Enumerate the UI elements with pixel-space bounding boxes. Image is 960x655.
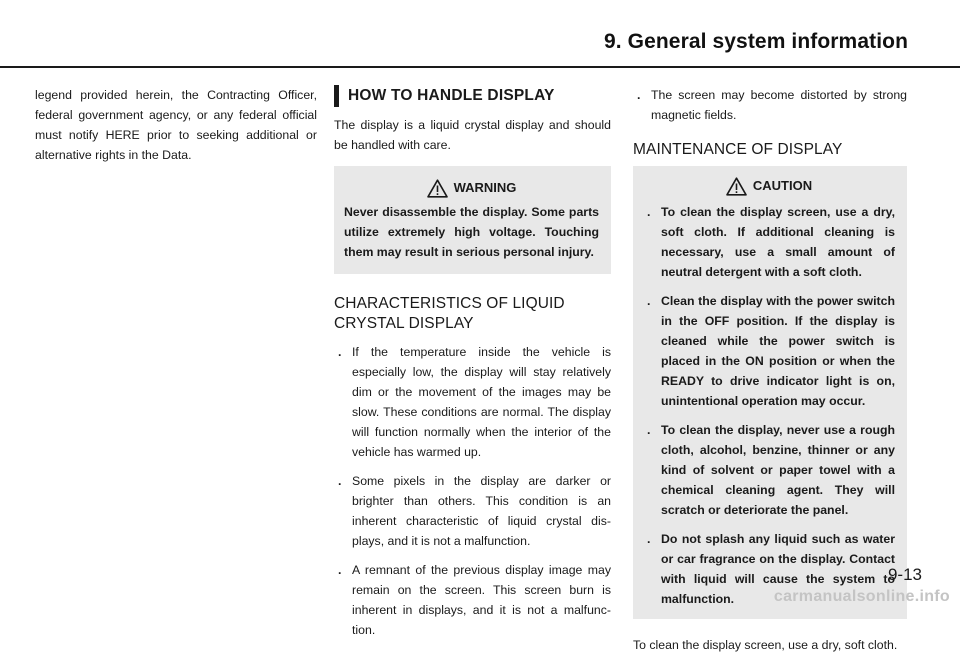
list-item [334, 560, 611, 640]
characteristics-heading-line1: CHARACTERISTICS OF LIQUID [334, 295, 565, 312]
caution-label: CAUTION [752, 178, 813, 193]
continued-list [633, 85, 907, 125]
list-item [643, 291, 895, 411]
list-item [643, 202, 895, 282]
section-heading [334, 85, 611, 107]
characteristics-heading-line2: CRYSTAL DISPLAY [334, 315, 474, 332]
list-item [334, 342, 611, 462]
warning-box [334, 166, 611, 274]
characteristics-heading [334, 294, 611, 334]
warning-icon [427, 179, 448, 198]
list-item-text: To clean the display screen, use a dry, soft cloth. If additional cleaning is necessary, use a small amount of neutral detergent with a soft cloth. [661, 205, 895, 279]
list-item-text: A remnant of the previous display image may remain on the screen. This screen burn is inherent in displays, and it is not a malfunc- tion. [352, 563, 611, 637]
section-title: HOW TO HANDLE DISPLAY [348, 87, 555, 104]
bullet-dot: . [647, 532, 651, 546]
page-header-title: 9. General system information [604, 30, 908, 53]
bullet-dot: . [647, 205, 651, 219]
list-item-text: To clean the display, never use a rough cloth, alcohol, benzine, thinner or any kind of solvent or paper towel with a chemical cleaning agent. They will scratch or deteriorate the panel. [661, 423, 895, 517]
list-item [643, 420, 895, 520]
footer-paragraph: To clean the display screen, use a dry, soft cloth. [633, 638, 898, 652]
characteristics-list [334, 342, 611, 640]
bullet-dot: . [647, 294, 651, 308]
list-item-text: If the temperature inside the vehicle is especially low, the display will stay relatively dim or the movement of the images may be slow. These conditions are normal. The display will function normally when the interior of the vehicle has warmed up. [352, 345, 611, 459]
column-middle [334, 85, 611, 649]
column-left [35, 85, 317, 165]
list-item-text: Clean the display with the power switch in the OFF position. If the display is cleaned while the power switch is placed in the ON position or when the READY to drive indicator light is on, unintentional operation may occur. [661, 294, 895, 408]
caution-icon [726, 177, 747, 196]
bullet-dot: . [338, 345, 342, 359]
list-item-text: Some pixels in the display are darker or brighter than others. This condition is an inherent characteristic of liquid crystal dis- plays, and it is not a malfunction. [352, 474, 611, 548]
bullet-dot: . [637, 88, 641, 102]
bullet-dot: . [338, 563, 342, 577]
list-item [334, 471, 611, 551]
warning-text: Never disassemble the display. Some parts utilize extremely high voltage. Touching them may result in serious personal injury. [344, 205, 599, 259]
list-item [633, 85, 907, 125]
caution-title [643, 174, 895, 198]
list-item-text: The screen may become distorted by strong magnetic fields. [651, 88, 907, 122]
list-item-text: Do not splash any liquid such as water or car fragrance on the display. Contact with liquid will cause the system to malfunction. [661, 532, 895, 606]
column-right [633, 85, 907, 655]
heading-bar [334, 85, 339, 107]
watermark: carmanualsonline.info [773, 588, 950, 605]
bullet-dot: . [338, 474, 342, 488]
bullet-dot: . [647, 423, 651, 437]
maintenance-heading: MAINTENANCE OF DISPLAY [633, 141, 843, 158]
intro-paragraph: The display is a liquid crystal display and should be handled with care. [334, 118, 611, 152]
caution-box [633, 166, 907, 619]
caution-list [643, 202, 895, 609]
page-number: 9-13 [887, 565, 922, 584]
warning-title [344, 176, 599, 200]
continued-paragraph: legend provided herein, the Contracting Officer, federal government agency, or any federal official must notify HERE prior to seeking additional or alternative rights in the Data. [35, 88, 317, 162]
warning-label: WARNING [453, 180, 517, 195]
header-rule [0, 66, 960, 68]
